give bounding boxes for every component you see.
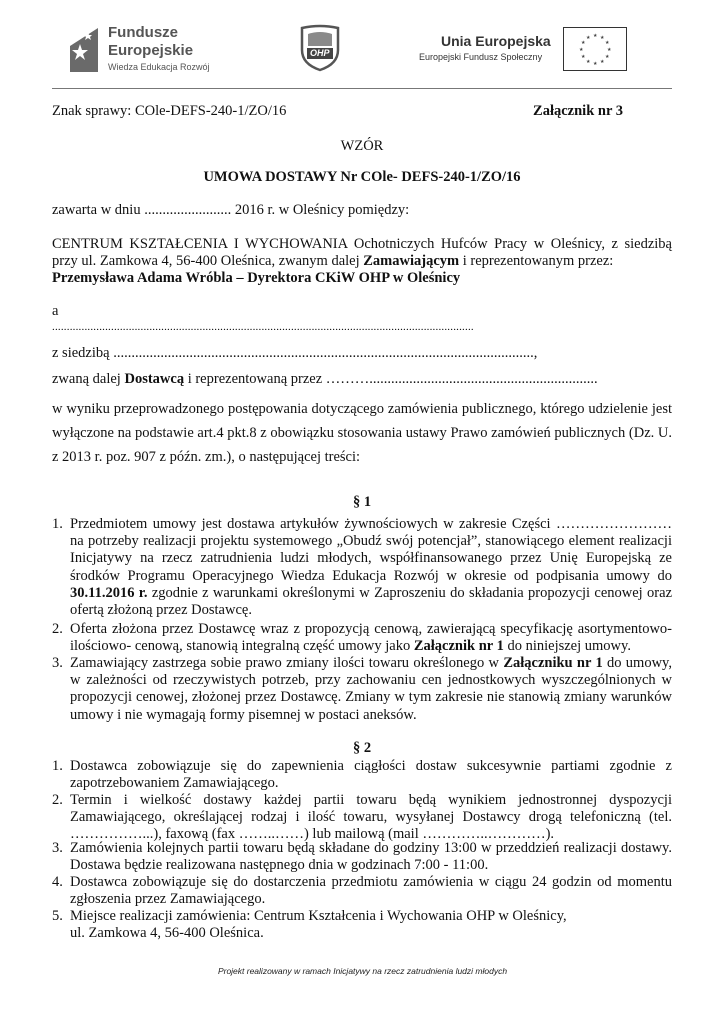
section1-item-2 xyxy=(52,621,672,655)
page-footer: Projekt realizowany w ramach Inicjatywy na rzecz zatrudnienia ludzi młodych xyxy=(217,966,508,976)
section2-item-1-text: Dostawca zobowiązuje się do zapewnienia ciągłości dostaw sukcesywnie partiami zgodnie z zapotrzebowaniem Zamawiającego. xyxy=(70,758,672,792)
section2-item-5-num: 5. xyxy=(52,908,63,924)
legal-basis: w wyniku przeprowadzonego postępowania dotyczącego zamówienia publicznego, którego udzielenie jest wyłączone na podstawie art.4 pkt.8 z obowiązku stosowania ustawy Prawo zamówień publicznych (Dz. U. z 2013 r. poz. 907 z późn. zm.), o następującej treści: xyxy=(52,401,672,465)
section1-item-1-num: 1. xyxy=(52,516,63,532)
eu-subtitle: Europejski Fundusz Społeczny xyxy=(419,52,543,62)
ohp-logo-text: OHP xyxy=(310,48,330,58)
section1-item-2-attachment: Załącznik nr 1 xyxy=(413,638,504,655)
party2-called-pre: zwaną dalej xyxy=(52,371,125,387)
section2-item-2 xyxy=(52,792,672,844)
section2-item-5 xyxy=(52,908,672,942)
svg-text:★: ★ xyxy=(586,59,591,65)
section2-item-3-num: 3. xyxy=(52,840,63,856)
section2-heading: § 2 xyxy=(352,740,372,756)
svg-text:★: ★ xyxy=(581,54,586,60)
party1-post: i reprezentowanym przez: xyxy=(459,253,614,270)
eu-title: Unia Europejska xyxy=(441,33,551,49)
party2-called xyxy=(52,371,598,388)
ohp-logo xyxy=(298,24,342,72)
svg-text:★: ★ xyxy=(605,40,610,46)
section1-item-2-text-a: Oferta złożona przez Dostawcę wraz z propozycją cenową, zawierającą specyfikację asortymentowo-ilościowo- cenową, stanowią integralną część umowy jako xyxy=(70,621,672,655)
svg-text:★: ★ xyxy=(581,40,586,46)
party1-pre: CENTRUM KSZTAŁCENIA I WYCHOWANIA Ochotniczych Hufców Pracy w Oleśnicy, z siedzibą przy ul. Zamkowa 4, 56-400 Oleśnica, zwanym dalej xyxy=(52,236,672,270)
party1-paragraph xyxy=(52,236,672,288)
svg-text:★: ★ xyxy=(605,54,610,60)
section1-heading: § 1 xyxy=(352,494,372,510)
section1-item-3-attachment: Załączniku nr 1 xyxy=(503,655,603,671)
section1-item-2-num: 2. xyxy=(52,621,63,637)
section2-item-4-text: Dostawca zobowiązuje się do dostarczenia przedmiotu zamówienia w ciągu 24 godzin od momentu zgłoszenia przez Zamawiającego. xyxy=(70,874,672,908)
section1-item-3-text-c: do umowy, w zależności od rzeczywistych potrzeb, przy zachowaniu cen jednostkowych wyszczególnionych w propozycji cenowej, złożonej przez Dostawcę. Zmiany w tym zakresie nie stanowią zmiany warunków umowy i nie wymagają formy pisemnej w postaci aneksów. xyxy=(70,655,672,723)
party2-called-post: i reprezentowaną przez ………............................................................... xyxy=(184,371,598,387)
section1-item-3-text-a: Zamawiający zastrzega sobie prawo zmiany ilości towaru określonego w xyxy=(70,655,504,671)
section1-item-1-text-c: zgodnie z warunkami określonymi w Zaproszeniu do składania propozycji cenowej oraz ofertą złożoną przez Dostawcę. xyxy=(70,584,672,619)
party2-a: a xyxy=(52,303,59,319)
fe-logo-line1: Fundusze xyxy=(108,24,178,41)
contract-title: UMOWA DOSTAWY Nr COle- DEFS-240-1/ZO/16 xyxy=(203,169,521,185)
fe-logo-line3: Wiedza Edukacja Rozwój xyxy=(108,62,210,72)
section1-item-3 xyxy=(52,655,672,724)
section2-item-3 xyxy=(52,840,672,874)
case-reference: Znak sprawy: COle-DEFS-240-1/ZO/16 xyxy=(52,103,287,119)
section2-item-1 xyxy=(52,758,672,792)
svg-text:★: ★ xyxy=(593,61,598,67)
svg-text:★: ★ xyxy=(600,35,605,41)
section2-item-1-num: 1. xyxy=(52,758,63,774)
eu-flag xyxy=(563,27,627,71)
section1-item-3-num: 3. xyxy=(52,655,63,671)
contract-intro: zawarta w dniu ........................ 2016 r. w Oleśnicy pomiędzy: xyxy=(52,202,410,218)
attachment-number: Załącznik nr 3 xyxy=(533,103,623,119)
party2-role: Dostawcą xyxy=(124,371,185,387)
section1-item-1-text-a: Przedmiotem umowy jest dostawa artykułów żywnościowych w zakresie Części …………………… na potrzeby realizacji projektu systemowego „Obudź swój potencjał”, stanowiącego element realizacji Inicjatywy na rzecz zatrudnienia ludzi młodych, współfinansowanego przez Unię Europejską ze środków Programu Operacyjnego Wiedza Edukacja Rozwój w okresie od podpisania umowy do xyxy=(70,516,672,584)
section2-item-4 xyxy=(52,874,672,908)
section2-item-5-text: Miejsce realizacji zamówienia: Centrum Kształcenia i Wychowania OHP w Oleśnicy, xyxy=(70,908,567,924)
svg-text:★: ★ xyxy=(593,33,598,39)
svg-text:★: ★ xyxy=(600,59,605,65)
section2-item-5-address: ul. Zamkowa 4, 56-400 Oleśnica. xyxy=(70,925,264,942)
eu-stars-icon xyxy=(563,27,627,71)
section2-item-2-text: Termin i wielkość dostawy każdej partii towaru będą wynikiem jednostronnej dyspozycji Zamawiającego, określającej rodzaj i ilość towaru, wysyłanej Dostawcy drogą telefoniczną (tel. ……………...), faxową (fax ……..……) lub mailową (mail …………..…………). xyxy=(70,792,672,843)
section2-item-4-num: 4. xyxy=(52,874,63,890)
party2-name-blank: ............................................................................................................................................... xyxy=(52,321,474,333)
section2-item-2-num: 2. xyxy=(52,792,63,808)
svg-text:★: ★ xyxy=(607,47,612,53)
fundusze-europejskie-logo xyxy=(68,22,248,80)
header-divider xyxy=(52,88,672,89)
section1-item-1 xyxy=(52,516,672,619)
template-label: WZÓR xyxy=(340,138,384,154)
section2-item-3-text: Zamówienia kolejnych partii towaru będą składane do godziny 13:00 w przeddzień realizacji dostawy. Dostawa będzie realizowana następnego dnia w godzinach 7:00 - 11:00. xyxy=(70,840,672,874)
section1-item-1-date: 30.11.2016 r. xyxy=(70,584,148,601)
section1-item-2-text-c: do niniejszej umowy. xyxy=(503,638,631,655)
party1-role: Zamawiającym xyxy=(363,253,460,270)
party1-representative: Przemysława Adama Wróbla – Dyrektora CKiW OHP w Oleśnicy xyxy=(52,270,461,287)
fe-logo-line2: Europejskie xyxy=(108,42,194,59)
party2-address: z siedzibą ...................................................................................................................., xyxy=(52,345,538,361)
svg-text:★: ★ xyxy=(579,47,584,53)
svg-text:★: ★ xyxy=(586,35,591,41)
fe-star-icon xyxy=(68,24,100,74)
